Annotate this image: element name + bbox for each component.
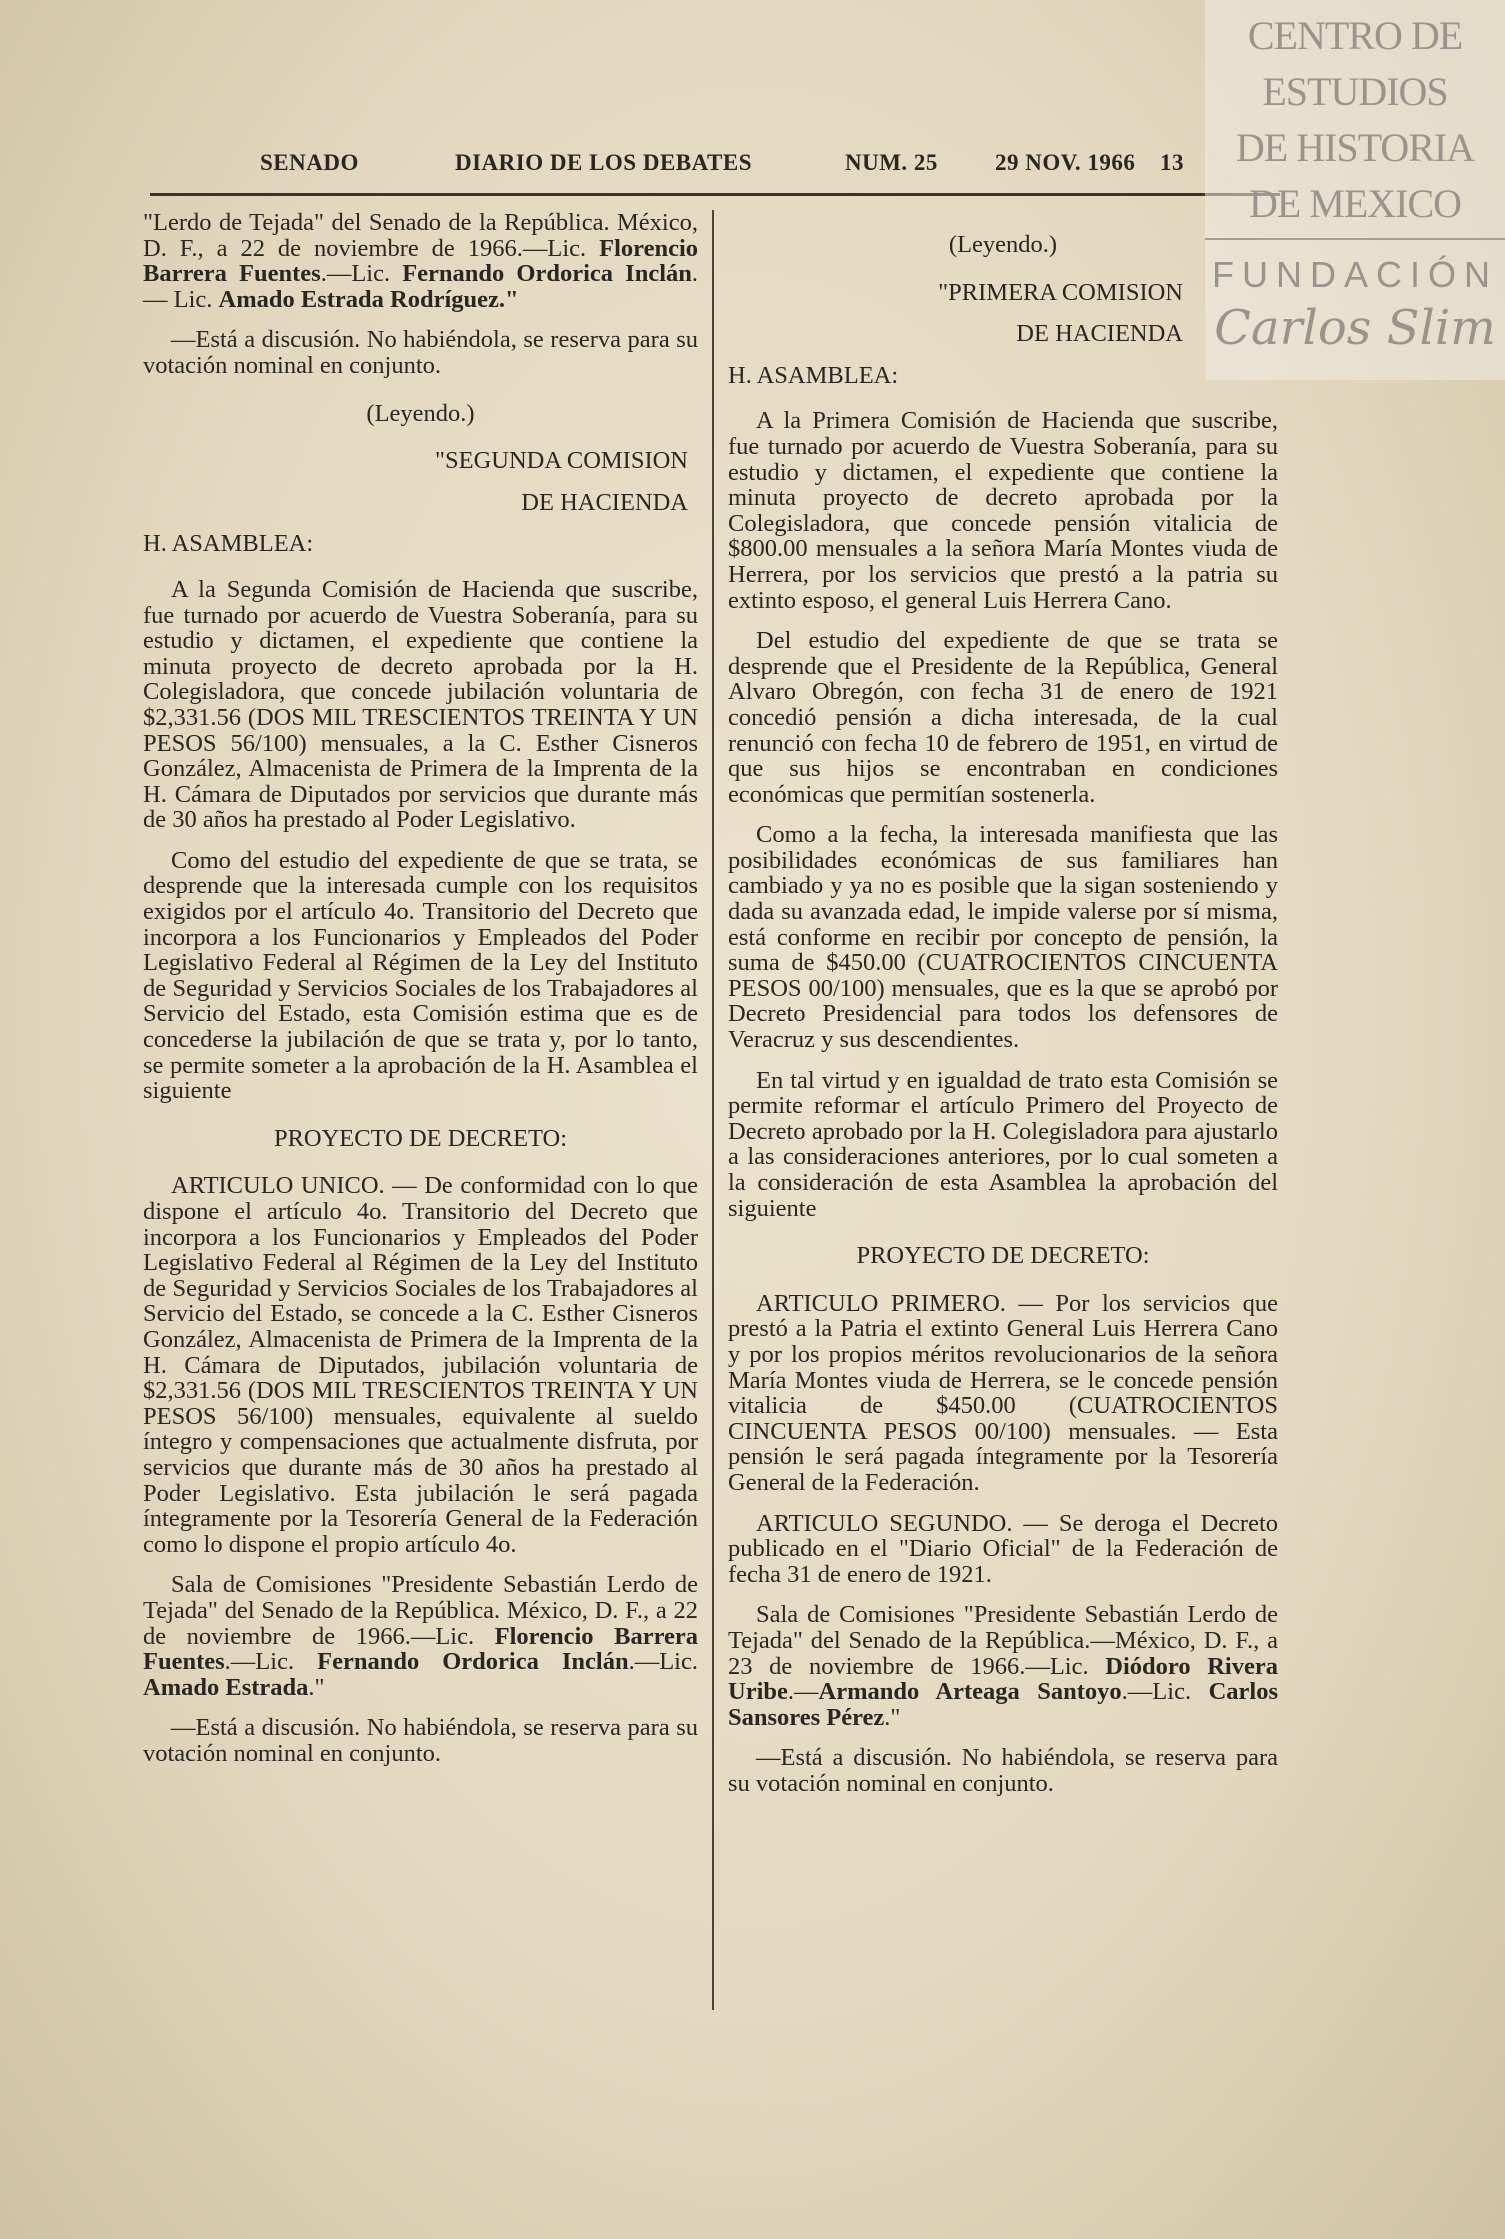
header-page-number: 13 xyxy=(1160,150,1184,175)
section-heading xyxy=(728,363,1278,389)
watermark-line: DE HISTORIA xyxy=(1235,125,1475,170)
paragraph xyxy=(728,1068,1278,1222)
column-divider xyxy=(712,210,714,2010)
right-aligned-heading xyxy=(728,321,1278,347)
section-heading xyxy=(143,531,698,557)
watermark-divider xyxy=(1205,238,1505,240)
text-run: PROYECTO DE DECRETO: xyxy=(273,1124,568,1152)
page-header xyxy=(260,150,1200,186)
text-run: .— xyxy=(787,1678,819,1706)
text-run: Como a la fecha, la interesada manifiesta que las posibilidades económicas de sus familiares han cambiado y ya no es posible que la sigan sosteniendo y dada su avanzada edad, le impide valerse por sí misma, está conforme en recibir por concepto de pensión, la suma de $450.00 (CUATROCIENTOS CINCUENTA PESOS 00/100) mensuales, que es la que se aprobó por Decreto Presidencial para todos los defensores de Veracruz y sus descendientes. xyxy=(728,821,1278,1054)
paragraph xyxy=(728,1745,1278,1796)
header-rule xyxy=(150,193,1280,196)
watermark-line: ESTUDIOS xyxy=(1262,69,1448,114)
paragraph xyxy=(143,577,698,833)
paragraph xyxy=(728,1291,1278,1496)
text-run: —Está a discusión. No habiéndola, se reserva para su votación nominal en conjunto. xyxy=(728,1744,1278,1797)
watermark-foundation: FUNDACIÓN xyxy=(1212,254,1498,295)
text-run: En tal virtud y en igualdad de trato esta Comisión se permite reformar el artículo Primero del Proyecto de Decreto aprobado por la H. Colegisladora para ajustarlo a las consideraciones anteriores, por lo cual someten a la consideración de esta Asamblea la aprobación del siguiente xyxy=(728,1066,1278,1222)
text-run: H. ASAMBLEA: xyxy=(728,361,899,389)
watermark-line: DE MEXICO xyxy=(1248,181,1462,226)
signatory-name: Florencio Barrera Fuentes xyxy=(143,234,698,288)
header-publication: DIARIO DE LOS DEBATES xyxy=(455,150,753,175)
text-run: Del estudio del expediente de que se trata se desprende que el Presidente de la República, General Alvaro Obregón, con fecha 31 de enero de 1921 concedió pensión a dicha interesada, de la cual renunció con fecha 10 de febrero de 1951, en virtud de que sus hijos se encontraban en condiciones económicas que permitían sostenerla. xyxy=(728,627,1278,808)
paragraph xyxy=(728,408,1278,613)
centered-heading xyxy=(143,1126,698,1152)
text-run: DE HACIENDA xyxy=(1016,320,1183,348)
paragraph xyxy=(143,210,698,312)
centered-heading xyxy=(143,401,698,427)
text-run: ." xyxy=(308,1673,325,1701)
paragraph xyxy=(728,628,1278,807)
header-section: SENADO xyxy=(260,150,359,175)
paragraph xyxy=(143,1572,698,1700)
archive-watermark-logo xyxy=(1205,0,1505,380)
text-run: PROYECTO DE DECRETO: xyxy=(856,1242,1150,1270)
signatory-name: Florencio Barrera Fuentes xyxy=(143,1622,698,1676)
text-run: Como del estudio del expediente de que se trata, se desprende que la interesada cumple con los requisitos exigidos por el artículo 4o. Transitorio del Decreto que incorpora a los Funcionarios y Empleados del Poder Legislativo Federal al Régimen de la Ley del Instituto de Seguridad y Servicios Sociales de los Trabajadores al Servicio del Estado, esta Comisión estima que es de concederse la jubilación de que se trata y, por lo tanto, se permite someter a la aprobación de la H. Asamblea el siguiente xyxy=(143,846,698,1105)
text-run: .— Lic. xyxy=(143,260,699,313)
watermark-line: CENTRO DE xyxy=(1247,13,1463,58)
text-run: A la Segunda Comisión de Hacienda que suscribe, fue turnado por acuerdo de Vuestra Soberanía, para su estudio y dictamen, el expediente que contiene la minuta proyecto de decreto aprobada por la H. Colegisladora, que concede jubilación voluntaria de $2,331.56 (DOS MIL TRESCIENTOS TREINTA Y UN PESOS 56/100) mensuales, a la C. Esther Cisneros González, Almacenista de Primera de la Imprenta de la H. Cámara de Diputados por servicios que durante más de 30 años ha prestado al Poder Legislativo. xyxy=(143,575,698,834)
text-run: "SEGUNDA COMISION xyxy=(435,447,688,475)
left-column xyxy=(143,210,698,1781)
text-run: ." xyxy=(884,1703,901,1731)
header-issue-number: NUM. 25 xyxy=(845,150,938,175)
signatory-name: Armando Arteaga Santoyo xyxy=(818,1678,1122,1706)
text-run: .—Lic. xyxy=(224,1648,318,1676)
paragraph xyxy=(143,327,698,378)
signatory-name: Fernando Ordorica Inclán xyxy=(317,1648,629,1676)
paragraph xyxy=(143,1173,698,1557)
header-date: 29 NOV. 1966 xyxy=(995,150,1136,175)
text-run: .—Lic. xyxy=(320,260,403,288)
right-column xyxy=(728,210,1278,1811)
right-aligned-heading xyxy=(728,280,1278,306)
text-run: DE HACIENDA xyxy=(521,488,688,516)
right-aligned-heading xyxy=(143,490,698,516)
text-run: (Leyendo.) xyxy=(948,231,1058,258)
paragraph xyxy=(143,1715,698,1766)
paragraph xyxy=(728,1511,1278,1588)
text-run: H. ASAMBLEA: xyxy=(143,530,314,558)
text-run: Sala de Comisiones "Presidente Sebastián Lerdo de Tejada" del Senado de la República. México, D. F., a 22 de noviembre de 1966.—Lic. xyxy=(143,1571,698,1650)
text-run: ARTICULO UNICO. — De conformidad con lo que dispone el artículo 4o. Transitorio del Decreto que incorpora a los Funcionarios y Empleados del Poder Legislativo Federal al Régimen de la Ley del Instituto de Seguridad y Servicios Sociales de los Trabajadores al Servicio del Estado, se concede a la C. Esther Cisneros González, Almacenista de Primera de la Imprenta de la H. Cámara de Diputados, jubilación voluntaria de $2,331.56 (DOS MIL TRESCIENTOS TREINTA Y UN PESOS 56/100) mensuales, equivalente al sueldo íntegro y compensaciones que actualmente disfruta, por servicios que durante más de 30 años ha prestado al Poder Legislativo. Esta jubilación le será pagada íntegramente por la Tesorería General de la Federación como lo dispone el propio artículo 4o. xyxy=(143,1172,698,1558)
text-run: A la Primera Comisión de Hacienda que suscribe, fue turnado por acuerdo de Vuestra Soberanía, para su estudio y dictamen, el expediente que contiene la minuta proyecto de decreto aprobada por la Colegisladora, que concede pensión vitalicia de $800.00 mensuales a la señora María Montes viuda de Herrera, por los servicios que prestó a la patria su extinto esposo, el general Luis Herrera Cano. xyxy=(728,407,1278,614)
text-run: .—Lic. xyxy=(628,1648,698,1676)
text-run: ARTICULO SEGUNDO. — Se deroga el Decreto publicado en el "Diario Oficial" de la Federación de fecha 31 de enero de 1921. xyxy=(728,1509,1278,1588)
watermark-signature: Carlos Slim xyxy=(1214,300,1496,356)
paragraph xyxy=(143,848,698,1104)
text-run: "Lerdo de Tejada" del Senado de la República. México, D. F., a 22 de noviembre de 1966.—Lic. xyxy=(143,209,698,262)
paragraph xyxy=(728,822,1278,1052)
centered-heading xyxy=(728,232,1278,258)
paragraph xyxy=(728,1602,1278,1730)
text-run: "PRIMERA COMISION xyxy=(938,278,1183,306)
text-run: (Leyendo.) xyxy=(366,399,475,427)
signatory-name: Diódoro Rivera Uribe xyxy=(728,1652,1278,1706)
text-run: —Está a discusión. No habiéndola, se reserva para su votación nominal en conjunto. xyxy=(143,1714,698,1767)
signatory-name: Carlos Sansores Pérez xyxy=(728,1678,1279,1731)
text-run: Sala de Comisiones "Presidente Sebastián Lerdo de Tejada" del Senado de la República.—México, D. F., a 23 de noviembre de 1966.—Lic. xyxy=(728,1601,1278,1680)
centered-heading xyxy=(728,1243,1278,1269)
text-run: ARTICULO PRIMERO. — Por los servicios que prestó a la Patria el extinto General Luis Herrera Cano y por los propios méritos revolucionarios de la señora María Montes viuda de Herrera, se le concede pensión vitalicia de $450.00 (CUATROCIENTOS CINCUENTA PESOS 00/100) mensuales. — Esta pensión le será pagada íntegramente por la Tesorería General de la Federación. xyxy=(728,1289,1278,1496)
text-run: .—Lic. xyxy=(1121,1678,1209,1706)
text-run: —Está a discusión. No habiéndola, se reserva para su votación nominal en conjunto. xyxy=(143,326,698,379)
signatory-name: Amado Estrada xyxy=(143,1673,309,1701)
right-aligned-heading xyxy=(143,448,698,474)
signatory-name: Fernando Ordorica Inclán xyxy=(402,260,692,288)
signatory-name: Amado Estrada Rodríguez." xyxy=(218,285,519,313)
